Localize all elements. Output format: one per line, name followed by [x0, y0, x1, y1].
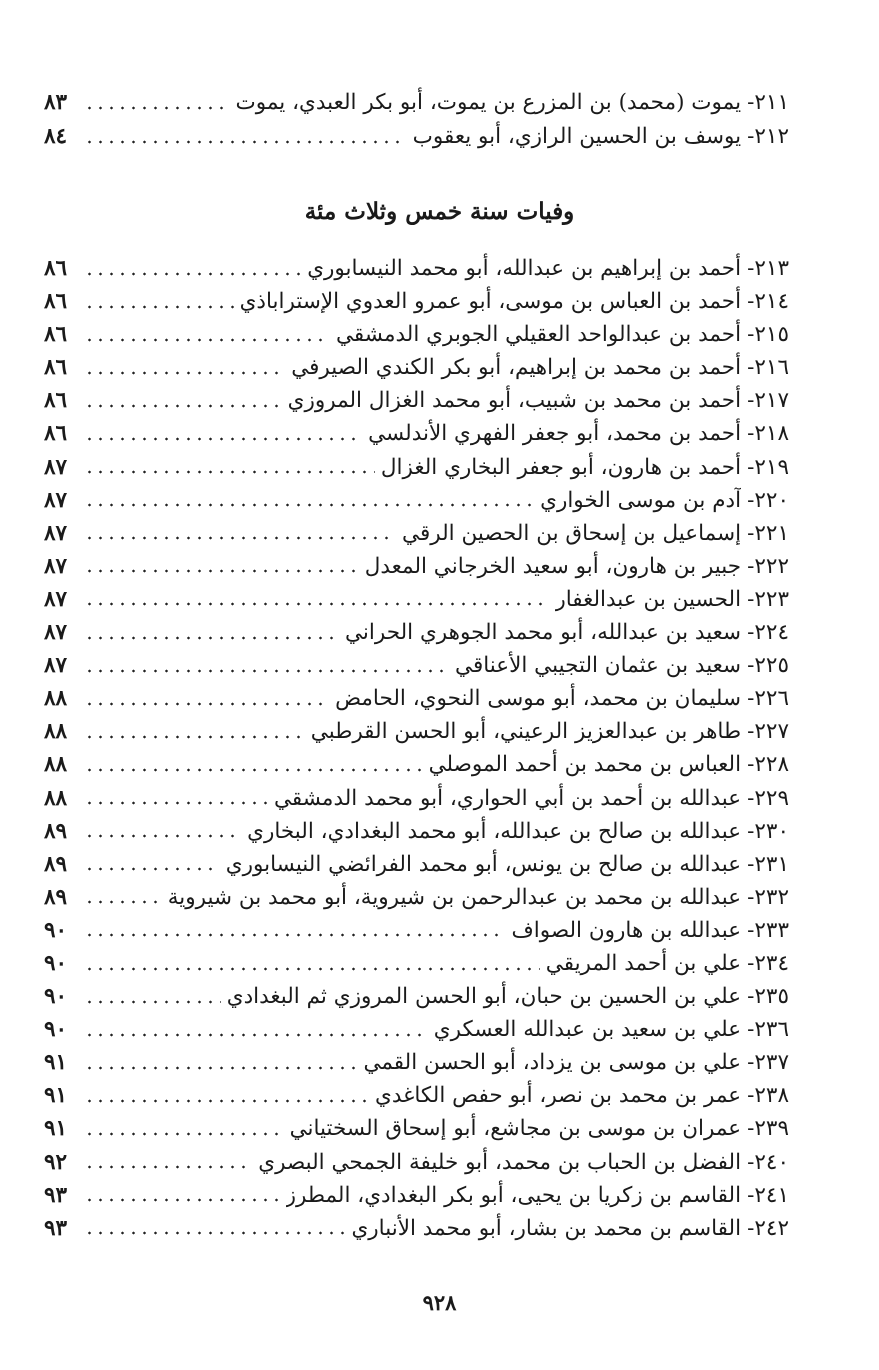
- entry-name: أحمد بن محمد بن إبراهيم، أبو بكر الكندي الصيرفي: [291, 355, 742, 381]
- index-entry: [44, 451, 789, 484]
- index-entry: [44, 1212, 789, 1245]
- entry-name: علي بن موسى بن يزداد، أبو الحسن القمي: [363, 1050, 742, 1076]
- entry-number: ٢١٦-: [747, 355, 789, 381]
- index-entry: [44, 914, 789, 947]
- index-entry: [44, 1146, 789, 1179]
- index-entry: [44, 318, 789, 351]
- entry-number: ٢٢٣-: [747, 586, 789, 612]
- section-heading: وفيات سنة خمس وثلاث مئة: [304, 198, 575, 225]
- index-entry: [44, 1112, 789, 1145]
- index-entry: [44, 682, 789, 715]
- dot-leader: [84, 1165, 252, 1169]
- entry-page: ٩٣: [44, 1182, 68, 1208]
- entry-page: ٨٦: [44, 355, 68, 381]
- entry-name: سعيد بن عثمان التجيبي الأعناقي: [455, 653, 742, 679]
- entry-number: ٢٣٣-: [747, 917, 789, 943]
- entry-name: يموت (محمد) بن المزرع بن يموت، أبو بكر العبدي، يموت: [235, 90, 742, 115]
- dot-leader: [84, 1099, 369, 1103]
- entry-page: ٨٣: [44, 90, 68, 115]
- entry-name: عمر بن محمد بن نصر، أبو حفص الكاغدي: [375, 1083, 742, 1109]
- index-entry: [44, 583, 789, 616]
- entry-number: ٢٣٧-: [747, 1050, 789, 1076]
- entry-number: ٢٢٠-: [747, 487, 789, 513]
- dot-leader: [84, 967, 540, 971]
- entry-name: طاهر بن عبدالعزيز الرعيني، أبو الحسن القرطبي: [310, 719, 742, 745]
- entry-name: علي بن الحسين بن حبان، أبو الحسن المروزي ثم البغدادي: [226, 984, 742, 1010]
- entry-number: ٢٣٦-: [747, 1017, 789, 1043]
- entry-name: سليمان بن محمد، أبو موسى النحوي، الحامض: [335, 686, 742, 712]
- index-list: [44, 252, 789, 1245]
- entry-page: ٨٨: [44, 752, 68, 778]
- entry-number: ٢١١-: [747, 90, 789, 115]
- entry-number: ٢٣٥-: [747, 984, 789, 1010]
- entry-page: ٨٧: [44, 553, 68, 579]
- index-entry: [44, 649, 789, 682]
- index-entry: [44, 351, 789, 384]
- index-entry: [44, 782, 789, 815]
- dot-leader: [84, 106, 230, 110]
- index-entry: [44, 252, 789, 285]
- index-entry: [44, 484, 789, 517]
- entry-name: أحمد بن العباس بن موسى، أبو عمرو العدوي الإستراباذي: [239, 289, 742, 315]
- entry-page: ٨٧: [44, 653, 68, 679]
- dot-leader: [84, 801, 268, 805]
- entry-page: ٨٦: [44, 421, 68, 447]
- entry-number: ٢٢٥-: [747, 653, 789, 679]
- dot-leader: [84, 1033, 428, 1037]
- index-entry: [44, 1046, 789, 1079]
- dot-leader: [84, 404, 282, 408]
- entry-page: ٨٦: [44, 256, 68, 281]
- dot-leader: [84, 272, 301, 276]
- entry-name: القاسم بن زكريا بن يحيى، أبو بكر البغدادي، المطرز: [285, 1182, 742, 1208]
- entry-name: علي بن سعيد بن عبدالله العسكري: [433, 1017, 742, 1043]
- entry-name: الفضل بن الحباب بن محمد، أبو خليفة الجمحي البصري: [258, 1149, 742, 1175]
- entry-page: ٨٩: [44, 818, 68, 844]
- entry-number: ٢٢٢-: [747, 553, 789, 579]
- entry-number: ٢٣٤-: [747, 950, 789, 976]
- entry-number: ٢٢٤-: [747, 620, 789, 646]
- entry-page: ٨٧: [44, 487, 68, 513]
- dot-leader: [84, 702, 329, 706]
- index-entry: [44, 748, 789, 781]
- entry-number: ٢٢٦-: [747, 686, 789, 712]
- entry-name: آدم بن موسى الخواري: [540, 487, 742, 513]
- entry-page: ٨٨: [44, 785, 68, 811]
- entry-page: ٩١: [44, 1116, 68, 1142]
- entry-number: ٢٢٩-: [747, 785, 789, 811]
- entry-number: ٢٣٠-: [747, 818, 789, 844]
- entry-page: ٩١: [44, 1083, 68, 1109]
- entry-page: ٩٣: [44, 1215, 68, 1241]
- entry-page: ٨٦: [44, 289, 68, 315]
- entry-page: ٨٧: [44, 454, 68, 480]
- entry-number: ٢١٩-: [747, 454, 789, 480]
- entry-name: عبدالله بن صالح بن عبدالله، أبو محمد البغدادي، البخاري: [247, 818, 742, 844]
- entry-page: ٨٧: [44, 586, 68, 612]
- entry-name: يوسف بن الحسين الرازي، أبو يعقوب: [412, 124, 742, 149]
- entry-page: ٩١: [44, 1050, 68, 1076]
- entry-number: ٢١٤-: [747, 289, 789, 315]
- entry-page: ٨٦: [44, 388, 68, 414]
- entry-page: ٨٩: [44, 884, 68, 910]
- entry-name: جبير بن هارون، أبو سعيد الخرجاني المعدل: [364, 553, 742, 579]
- index-entry: [44, 285, 789, 318]
- dot-leader: [84, 503, 534, 507]
- entry-number: ٢١٨-: [747, 421, 789, 447]
- entry-name: أحمد بن إبراهيم بن عبدالله، أبو محمد النيسابوري: [307, 256, 742, 281]
- dot-leader: [84, 1000, 221, 1004]
- entry-number: ٢٣٩-: [747, 1116, 789, 1142]
- entry-name: إسماعيل بن إسحاق بن الحصين الرقي: [402, 520, 742, 546]
- entry-name: عبدالله بن هارون الصواف: [511, 917, 742, 943]
- entry-name: عبدالله بن أحمد بن أبي الحواري، أبو محمد الدمشقي: [273, 785, 742, 811]
- entry-number: ٢١٣-: [747, 256, 789, 281]
- entry-number: ٢٢٨-: [747, 752, 789, 778]
- entry-name: علي بن أحمد المريقي: [545, 950, 742, 976]
- dot-leader: [84, 569, 359, 573]
- index-entry: [44, 616, 789, 649]
- entry-name: العباس بن محمد بن أحمد الموصلي: [428, 752, 742, 778]
- entry-page: ٨٩: [44, 851, 68, 877]
- entry-page: ٨٧: [44, 520, 68, 546]
- index-entry: [44, 86, 789, 120]
- dot-leader: [84, 1198, 280, 1202]
- entry-page: ٩٢: [44, 1149, 68, 1175]
- entry-page: ٩٠: [44, 950, 68, 976]
- entry-number: ٢٤١-: [747, 1182, 789, 1208]
- entry-number: ٢٢١-: [747, 520, 789, 546]
- dot-leader: [84, 1066, 357, 1070]
- page-number: ٩٢٨: [422, 1290, 457, 1315]
- dot-leader: [84, 1132, 284, 1136]
- dot-leader: [84, 735, 305, 739]
- index-list-continued: [44, 86, 789, 154]
- entry-name: أحمد بن محمد بن شبيب، أبو محمد الغزال المروزي: [287, 388, 742, 414]
- entry-name: عبدالله بن محمد بن عبدالرحمن بن شيروية، أبو محمد بن شيروية: [167, 884, 742, 910]
- dot-leader: [84, 867, 220, 871]
- dot-leader: [84, 602, 549, 606]
- dot-leader: [84, 140, 407, 144]
- index-entry: [44, 1013, 789, 1046]
- entry-number: ٢٣١-: [747, 851, 789, 877]
- entry-number: ٢١٢-: [747, 124, 789, 149]
- entry-name: أحمد بن عبدالواحد العقيلي الجوبري الدمشقي: [336, 322, 742, 348]
- entry-page: ٨٦: [44, 322, 68, 348]
- entry-name: عبدالله بن صالح بن يونس، أبو محمد الفرائضي النيسابوري: [225, 851, 742, 877]
- index-entry: [44, 1179, 789, 1212]
- dot-leader: [84, 371, 285, 375]
- dot-leader: [84, 900, 162, 904]
- entry-number: ٢٣٨-: [747, 1083, 789, 1109]
- index-entry: [44, 881, 789, 914]
- entry-number: ٢٣٢-: [747, 884, 789, 910]
- index-entry: [44, 550, 789, 583]
- entry-name: عمران بن موسى بن مجاشع، أبو إسحاق السختياني: [289, 1116, 742, 1142]
- entry-number: ٢٢٧-: [747, 719, 789, 745]
- index-entry: [44, 1079, 789, 1112]
- entry-page: ٩٠: [44, 1017, 68, 1043]
- index-entry: [44, 980, 789, 1013]
- dot-leader: [84, 933, 505, 937]
- index-entry: [44, 120, 789, 154]
- dot-leader: [84, 768, 423, 772]
- index-entry: [44, 517, 789, 550]
- dot-leader: [84, 305, 234, 309]
- entry-number: ٢٤٠-: [747, 1149, 789, 1175]
- entry-page: ٨٨: [44, 719, 68, 745]
- entry-number: ٢٤٢-: [747, 1215, 789, 1241]
- dot-leader: [84, 338, 330, 342]
- dot-leader: [84, 834, 241, 838]
- index-entry: [44, 947, 789, 980]
- index-entry: [44, 384, 789, 417]
- dot-leader: [84, 437, 362, 441]
- entry-number: ٢١٧-: [747, 388, 789, 414]
- index-entry: [44, 715, 789, 748]
- dot-leader: [84, 636, 339, 640]
- index-entry: [44, 815, 789, 848]
- dot-leader: [84, 1231, 345, 1235]
- index-entry: [44, 848, 789, 881]
- entry-name: سعيد بن عبدالله، أبو محمد الجوهري الحراني: [344, 620, 742, 646]
- index-entry: [44, 417, 789, 450]
- dot-leader: [84, 536, 396, 540]
- entry-number: ٢١٥-: [747, 322, 789, 348]
- dot-leader: [84, 669, 449, 673]
- entry-name: أحمد بن هارون، أبو جعفر البخاري الغزال: [380, 454, 742, 480]
- entry-name: القاسم بن محمد بن بشار، أبو محمد الأنباري: [351, 1215, 742, 1241]
- entry-page: ٨٨: [44, 686, 68, 712]
- entry-page: ٨٤: [44, 124, 68, 149]
- entry-name: الحسين بن عبدالغفار: [555, 586, 742, 612]
- entry-page: ٨٧: [44, 620, 68, 646]
- entry-page: ٩٠: [44, 917, 68, 943]
- entry-page: ٩٠: [44, 984, 68, 1010]
- dot-leader: [84, 470, 375, 474]
- entry-name: أحمد بن محمد، أبو جعفر الفهري الأندلسي: [368, 421, 742, 447]
